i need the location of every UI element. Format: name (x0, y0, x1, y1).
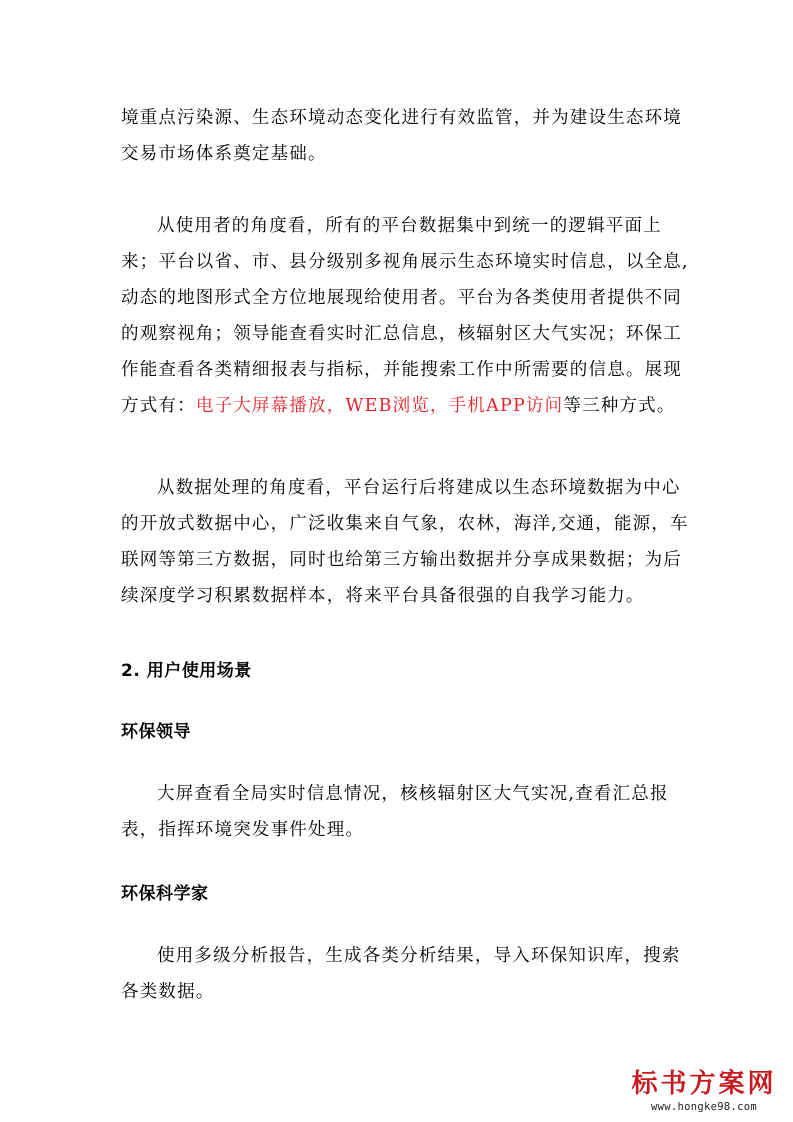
paragraph-data-perspective (121, 470, 691, 614)
watermark-logo (629, 1068, 779, 1114)
paragraph-continuation (121, 100, 691, 172)
paragraph-leader-scenario (121, 776, 691, 848)
role-heading-leader: 环保领导 (121, 722, 191, 742)
paragraph-text: 境重点污染源、生态环境动态变化进行有效监管，并为建设生态环境交易市场体系奠定基础。 (121, 108, 682, 164)
watermark-title: 标书方案网 (631, 1069, 777, 1099)
watermark-url: www.hongke98.com (651, 1101, 757, 1113)
paragraph-text: 从数据处理的角度看，平台运行后将建成以生态环境数据为中心的开放式数据中心，广泛收集来自气象，农林，海洋,交通，能源，车联网等第三方数据，同时也给第三方输出数据并分享成果数据；为后续深度学习积累数据样本，将来平台具备很强的自我学习能力。 (121, 478, 689, 606)
role-heading-scientist: 环保科学家 (121, 884, 209, 904)
paragraph-text: 大屏查看全局实时信息情况，核核辐射区大气实况,查看汇总报表，指挥环境突发事件处理。 (121, 784, 669, 840)
paragraph-text: 从使用者的角度看，所有的平台数据集中到统一的逻辑平面上来；平台以省、市、县分级别多视角展示生态环境实时信息，以全息,动态的地图形式全方位地展现给使用者。平台为各类使用者提供不同的观察视角；领导能查看实时汇总信息，核辐射区大气实况；环保工作能查看各类精细报表与指标，并能搜索工作中所需要的信息。展现方式有： (121, 216, 689, 416)
paragraph-text: 使用多级分析报告，生成各类分析结果，导入环保知识库，搜索各类数据。 (121, 946, 681, 1002)
section-heading: 2. 用户使用场景 (121, 661, 252, 681)
highlighted-display-modes: 电子大屏幕播放，WEB浏览，手机APP访问 (195, 396, 564, 416)
paragraph-scientist-scenario (121, 938, 691, 1010)
paragraph-tail: 等三种方式。 (563, 396, 676, 416)
paragraph-user-perspective (121, 208, 691, 424)
